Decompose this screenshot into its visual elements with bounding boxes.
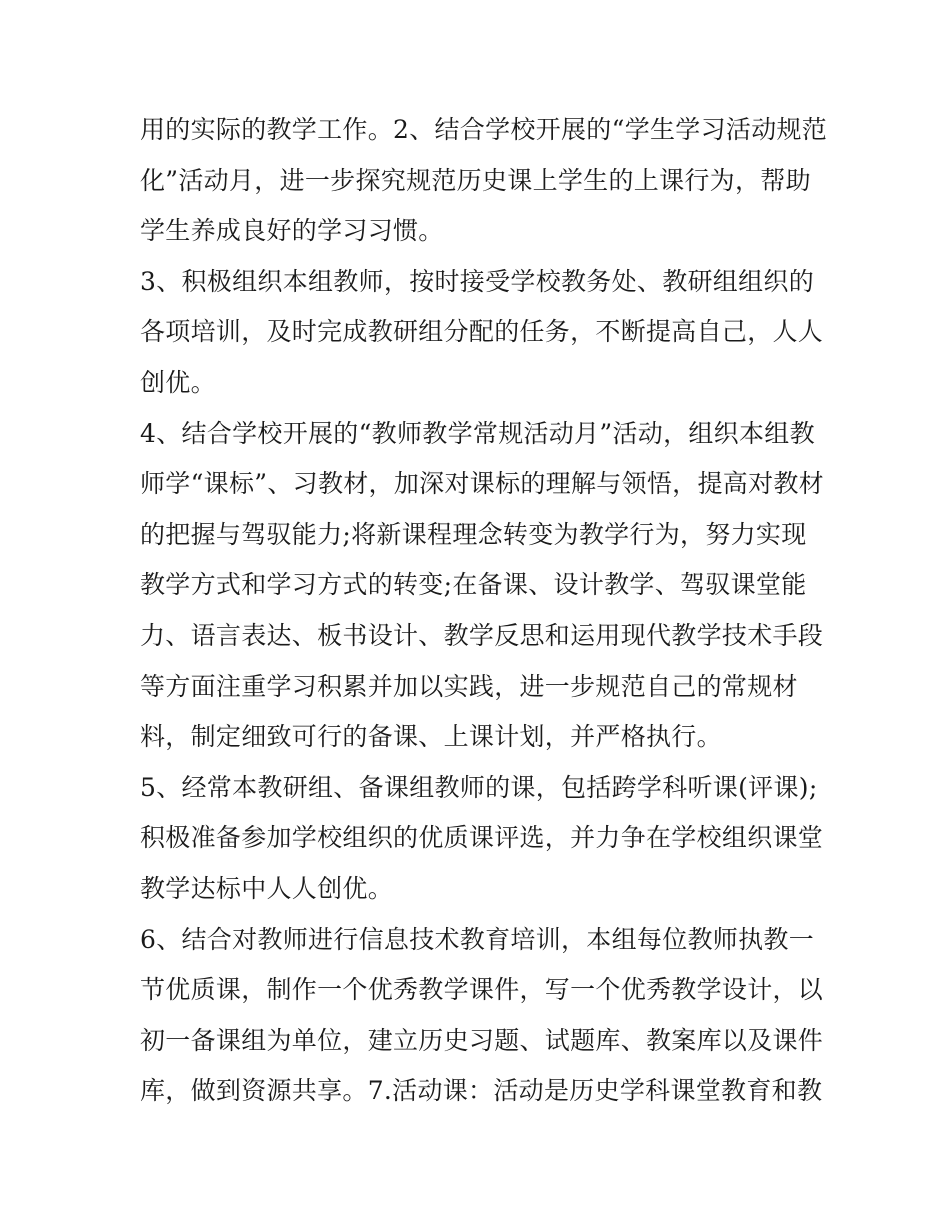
text-line: 6、结合对教师进行信息技术教育培训，本组每位教师执教一 [140,924,815,954]
text-line: 库，做到资源共享。7.活动课：活动是历史学科课堂教育和教 [140,1076,823,1106]
text-line: 师学“课标”、习教材，加深对课标的理解与领悟，提高对教材 [140,469,824,499]
text-line: 节优质课，制作一个优秀教学课件，写一个优秀教学设计，以 [140,975,824,1005]
text-line: 料，制定细致可行的备课、上课计划，并严格执行。 [140,722,722,752]
text-line: 初一备课组为单位，建立历史习题、试题库、教案库以及课件 [140,1025,824,1055]
text-line: 化”活动月，进一步探究规范历史课上学生的上课行为，帮助 [140,165,811,195]
text-line: 创优。 [140,367,216,397]
text-line: 积极准备参加学校组织的优质课评选，并力争在学校组织课堂 [140,823,824,853]
document-body [140,105,828,1117]
text-line: 用的实际的教学工作。2、结合学校开展的“学生学习活动规范 [140,115,828,144]
text-line: 4、结合学校开展的“教师教学常规活动月”活动，组织本组教 [140,418,815,448]
text-line: 学生养成良好的学习习惯。 [140,216,444,246]
text-line: 教学达标中人人创优。 [140,873,394,903]
text-line: 教学方式和学习方式的转变;在备课、设计教学、驾驭课堂能 [140,570,807,600]
text-line: 5、经常本教研组、备课组教师的课，包括跨学科听课(评课); [140,772,818,802]
text-line: 各项培训，及时完成教研组分配的任务，不断提高自己，人人 [140,317,824,347]
text-line: 力、语言表达、板书设计、教学反思和运用现代教学技术手段 [140,620,824,650]
text-line: 等方面注重学习积累并加以实践，进一步规范自己的常规材 [140,671,798,701]
text-line: 3、积极组织本组教师，按时接受学校教务处、教研组组织的 [140,266,815,296]
text-line: 的把握与驾驭能力;将新课程理念转变为教学行为，努力实现 [140,519,807,549]
